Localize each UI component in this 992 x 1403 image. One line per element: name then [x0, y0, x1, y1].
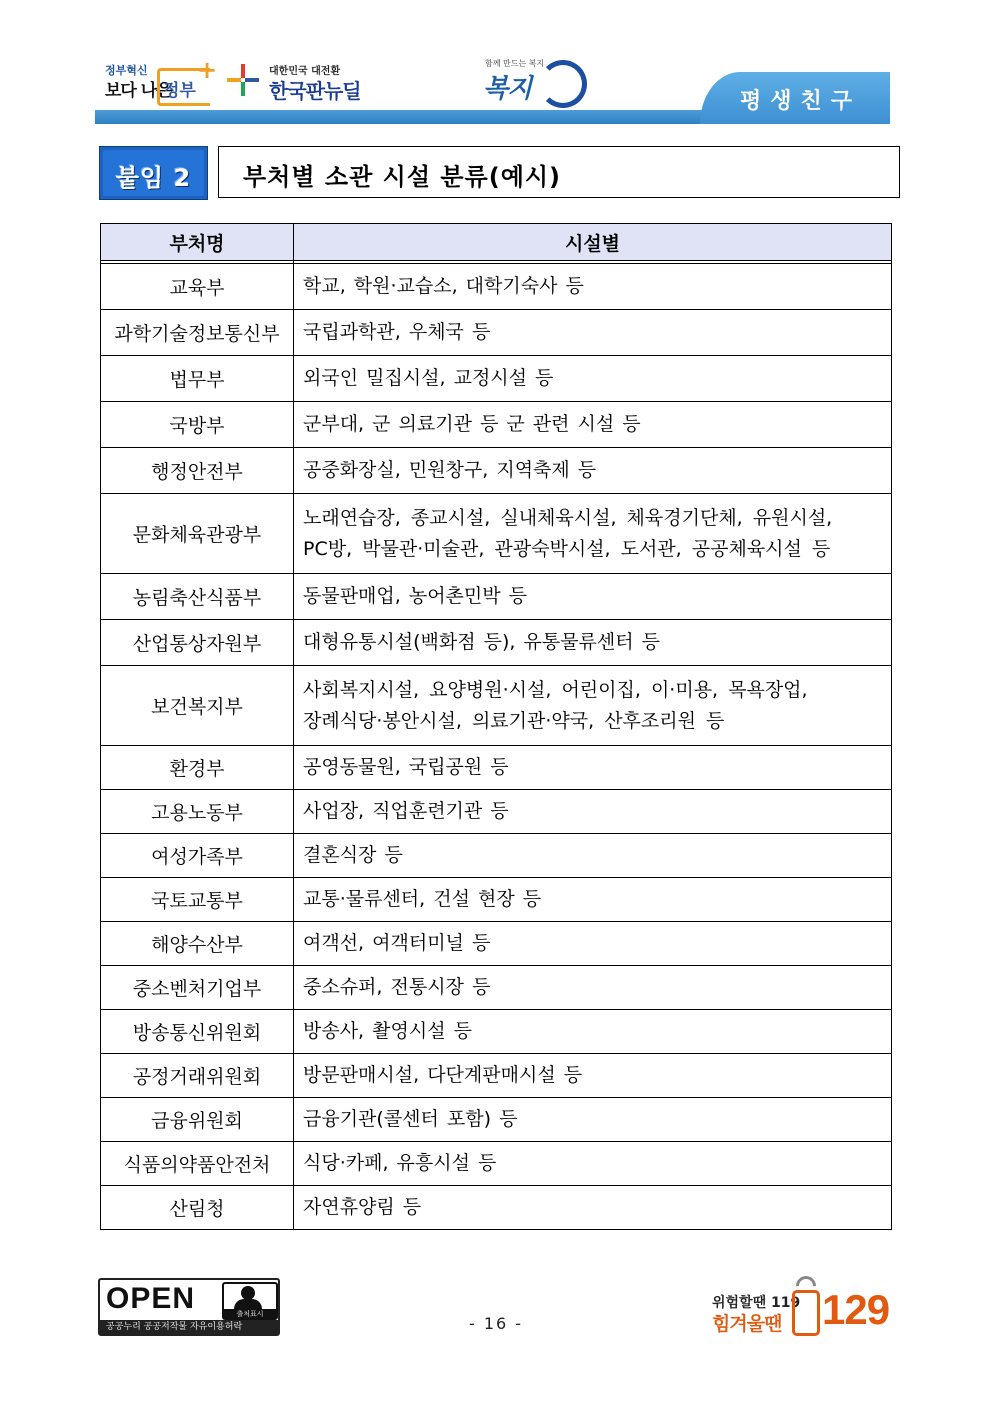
dept-cell: 방송통신위원회	[101, 1010, 294, 1054]
table-row	[101, 264, 892, 310]
facility-line: 학교, 학원·교습소, 대학기숙사 등	[303, 275, 584, 297]
facility-cell	[294, 746, 892, 790]
facility-line: 사업장, 직업훈련기관 등	[303, 800, 509, 822]
dept-cell: 식품의약품안전처	[101, 1142, 294, 1186]
facility-cell	[294, 356, 892, 402]
table-row	[101, 1098, 892, 1142]
facility-line: 교통·물류센터, 건설 현장 등	[303, 888, 542, 910]
arc-icon	[539, 60, 587, 108]
facility-cell	[294, 620, 892, 666]
table-row	[101, 310, 892, 356]
table-body	[101, 261, 892, 1230]
facility-cell	[294, 878, 892, 922]
phone-icon	[792, 1290, 820, 1336]
table-row	[101, 1054, 892, 1098]
dept-cell: 국방부	[101, 402, 294, 448]
header-tab	[700, 72, 890, 124]
facility-cell	[294, 310, 892, 356]
logo1-word: 정부	[163, 81, 196, 101]
dept-cell: 행정안전부	[101, 448, 294, 494]
dept-cell: 과학기술정보통신부	[101, 310, 294, 356]
dept-cell: 문화체육관광부	[101, 494, 294, 574]
table-row	[101, 494, 892, 574]
table-row	[101, 666, 892, 746]
table-row	[101, 1142, 892, 1186]
logo3-big-text: 복지	[483, 74, 532, 104]
attachment-badge	[99, 146, 208, 200]
hotline-logo	[712, 1276, 902, 1336]
dept-cell: 국토교통부	[101, 878, 294, 922]
page-number: - 16 -	[468, 1314, 524, 1333]
dept-cell: 교육부	[101, 264, 294, 310]
facility-line: 금융기관(콜센터 포함) 등	[303, 1108, 518, 1130]
dept-cell: 법무부	[101, 356, 294, 402]
table-row	[101, 402, 892, 448]
facility-line: 자연휴양림 등	[303, 1196, 422, 1218]
facility-cell	[294, 574, 892, 620]
facility-cell	[294, 1186, 892, 1230]
pinwheel-icon	[225, 62, 261, 98]
government-innovation-logo	[105, 56, 218, 112]
facility-cell	[294, 922, 892, 966]
table-header-row	[101, 224, 892, 261]
facility-cell	[294, 402, 892, 448]
dept-cell: 여성가족부	[101, 834, 294, 878]
dept-cell: 해양수산부	[101, 922, 294, 966]
facility-cell	[294, 834, 892, 878]
facility-line: 군부대, 군 의료기관 등 군 관련 시설 등	[303, 413, 641, 435]
table-row	[101, 834, 892, 878]
dept-cell: 중소벤처기업부	[101, 966, 294, 1010]
logo1-big-text: 보다 나은	[105, 81, 172, 101]
welfare-logo	[483, 54, 593, 110]
dept-cell: 보건복지부	[101, 666, 294, 746]
logo2-small-text: 대한민국 대전환	[269, 66, 341, 77]
facility-cell	[294, 1142, 892, 1186]
facility-line: 식당·카페, 유흥시설 등	[303, 1152, 497, 1174]
table-row	[101, 574, 892, 620]
facility-cell	[294, 966, 892, 1010]
table-row	[101, 790, 892, 834]
facility-cell	[294, 666, 892, 746]
logo1-small-text: 정부혁신	[105, 64, 148, 77]
dept-cell: 고용노동부	[101, 790, 294, 834]
facility-line: 방송사, 촬영시설 등	[303, 1020, 472, 1042]
facility-cell	[294, 494, 892, 574]
facility-cell	[294, 448, 892, 494]
facility-cell	[294, 1054, 892, 1098]
facility-table	[100, 223, 892, 1230]
facility-line: 중소슈퍼, 전통시장 등	[303, 976, 491, 998]
table-row	[101, 746, 892, 790]
header-tab-label: 평생친구	[740, 89, 862, 114]
facility-cell	[294, 1010, 892, 1054]
facility-line: 노래연습장, 종교시설, 실내체육시설, 체육경기단체, 유원시설,	[303, 506, 833, 529]
facility-line: 대형유통시설(백화점 등), 유통물류센터 등	[303, 631, 661, 653]
facility-line: 공중화장실, 민원창구, 지역축제 등	[303, 459, 597, 481]
facility-cell	[294, 790, 892, 834]
table-row	[101, 966, 892, 1010]
attribution-label: 출처표시	[224, 1309, 276, 1319]
open-word: OPEN	[106, 1282, 196, 1315]
facility-line: 여객선, 여객터미널 등	[303, 932, 491, 954]
hotline-line2: 힘겨울땐	[712, 1313, 782, 1335]
dept-cell: 산림청	[101, 1186, 294, 1230]
table-row	[101, 620, 892, 666]
table-row	[101, 878, 892, 922]
table-row	[101, 1186, 892, 1230]
document-title-box	[218, 146, 900, 198]
table-row	[101, 1010, 892, 1054]
dept-cell: 금융위원회	[101, 1098, 294, 1142]
header-facility: 시설별	[294, 224, 892, 261]
table-row	[101, 448, 892, 494]
dept-cell: 산업통상자원부	[101, 620, 294, 666]
facility-line: 장례식당·봉안시설, 의료기관·약국, 산후조리원 등	[303, 709, 725, 732]
facility-line: PC방, 박물관·미술관, 관광숙박시설, 도서관, 공공체육시설 등	[303, 537, 831, 560]
plus-icon: +	[197, 56, 218, 84]
facility-line: 동물판매업, 농어촌민박 등	[303, 585, 528, 607]
hotline-line1: 위험할땐 119	[712, 1295, 801, 1311]
logo2-big-text: 한국판뉴딜	[269, 79, 361, 103]
dept-cell: 공정거래위원회	[101, 1054, 294, 1098]
facility-line: 방문판매시설, 다단계판매시설 등	[303, 1064, 583, 1086]
facility-line: 국립과학관, 우체국 등	[303, 321, 491, 343]
header-dept: 부처명	[101, 224, 294, 261]
page-header	[95, 40, 890, 124]
table-row	[101, 356, 892, 402]
hotline-number: 129	[822, 1286, 890, 1333]
dept-cell: 농림축산식품부	[101, 574, 294, 620]
facility-cell	[294, 264, 892, 310]
logo3-small-text: 함께 만드는 복지	[485, 59, 545, 68]
document-title: 부처별 소관 시설 분류(예시)	[243, 163, 562, 191]
facility-cell	[294, 1098, 892, 1142]
facility-line: 결혼식장 등	[303, 844, 403, 866]
dept-cell: 환경부	[101, 746, 294, 790]
facility-line: 사회복지시설, 요양병원·시설, 어린이집, 이·미용, 목욕장업,	[303, 678, 808, 701]
facility-line: 공영동물원, 국립공원 등	[303, 756, 509, 778]
table-row	[101, 922, 892, 966]
attachment-badge-label: 붙임 2	[115, 164, 192, 192]
facility-line: 외국인 밀집시설, 교정시설 등	[303, 367, 554, 389]
korean-new-deal-logo	[225, 58, 385, 108]
open-license-strip: 공공누리 공공저작물 자유이용허락	[100, 1320, 278, 1334]
